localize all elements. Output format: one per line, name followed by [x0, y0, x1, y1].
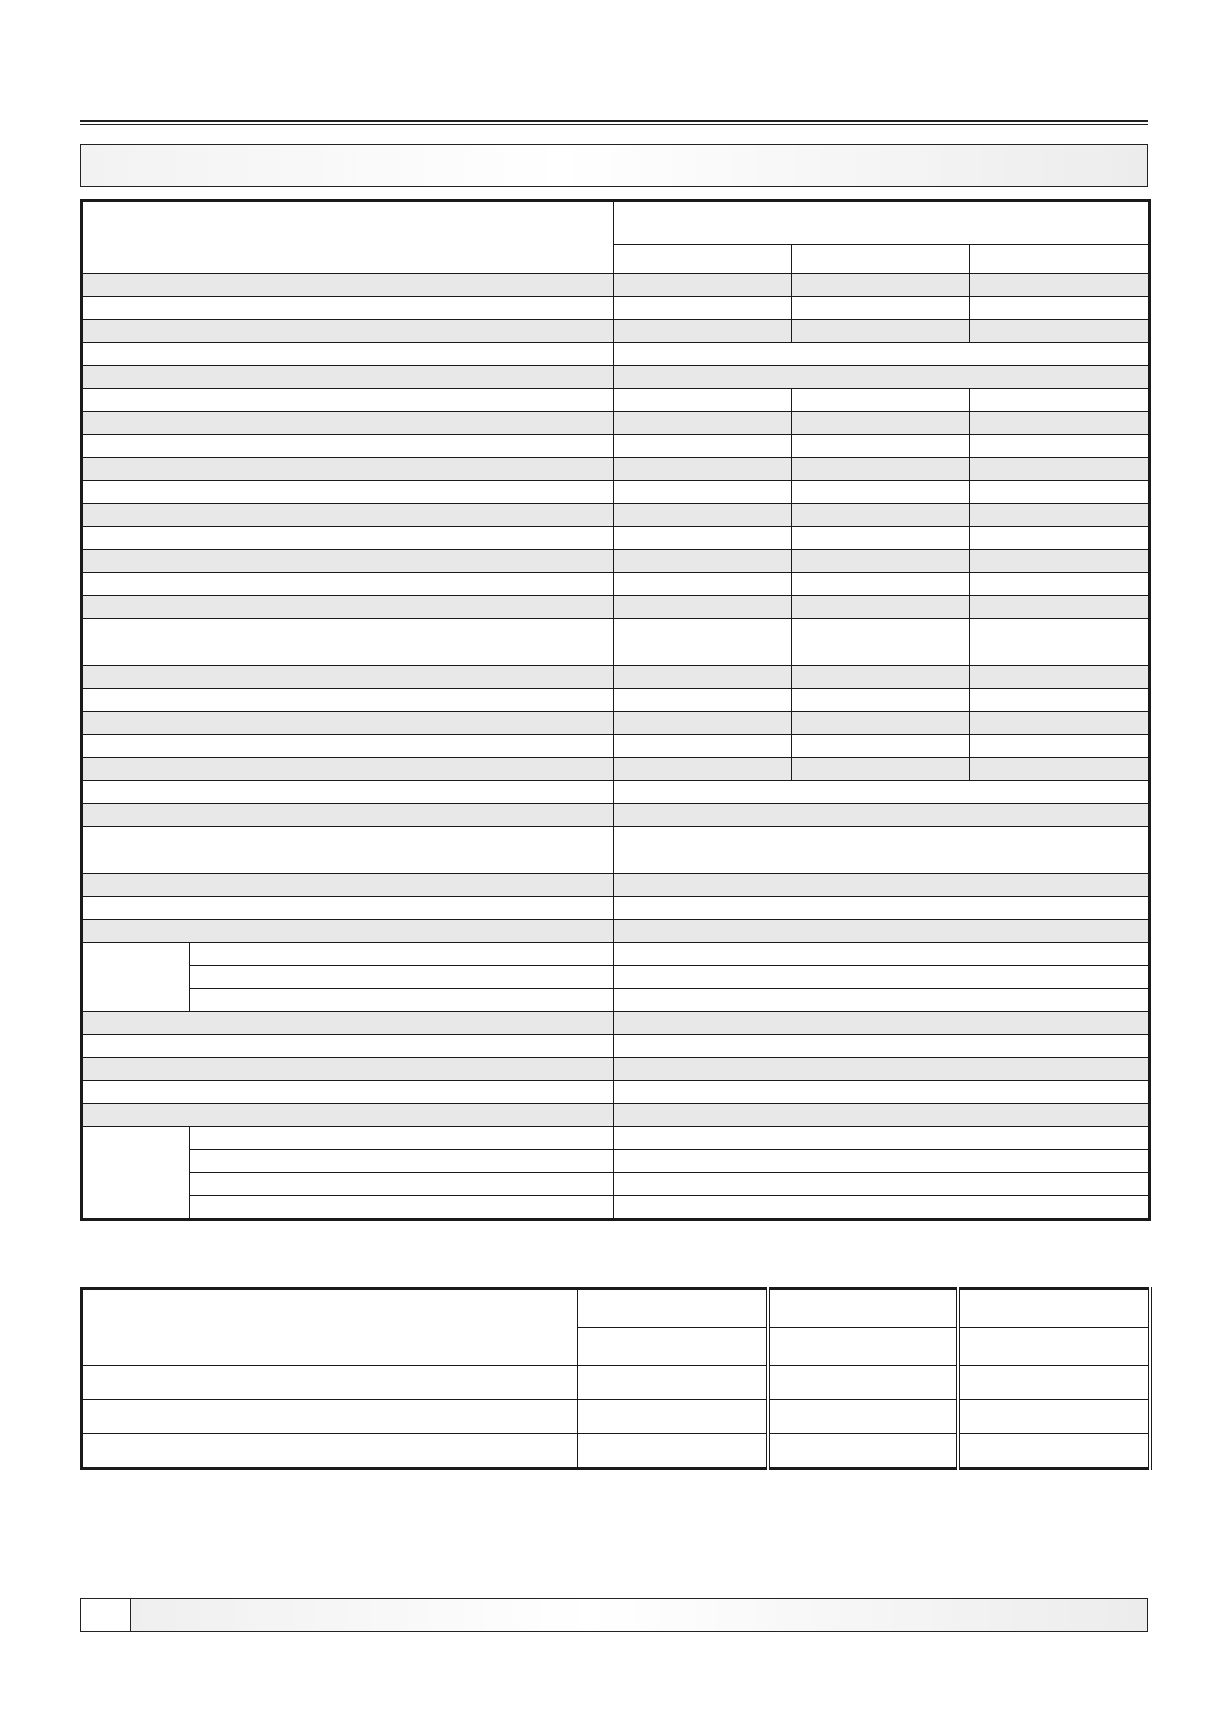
row-value [614, 619, 792, 666]
row-value [792, 596, 970, 619]
row-value [970, 297, 1150, 320]
row-value [578, 1366, 768, 1400]
row-label [82, 1434, 578, 1469]
model-col-1 [578, 1289, 768, 1328]
table-row [82, 1012, 1150, 1035]
row-value [614, 1035, 1150, 1058]
row-value [768, 1434, 958, 1469]
row-value [792, 619, 970, 666]
row-value [614, 1012, 1150, 1035]
row-value [614, 458, 792, 481]
row-label [82, 481, 614, 504]
table-row [82, 1366, 1150, 1400]
row-value [614, 1150, 1150, 1173]
table-row [82, 435, 1150, 458]
row-value [792, 274, 970, 297]
row-value [614, 1058, 1150, 1081]
row-label [82, 804, 614, 827]
table-row [82, 274, 1150, 297]
row-label [190, 966, 614, 989]
row-value [792, 458, 970, 481]
spec-model-header [614, 201, 1150, 245]
model-subheader [958, 1328, 1150, 1366]
row-value [768, 1400, 958, 1434]
row-value [792, 435, 970, 458]
row-value [970, 320, 1150, 343]
table-row [82, 1400, 1150, 1434]
table-row [82, 619, 1150, 666]
table-row [82, 343, 1150, 366]
page-title-bar [80, 144, 1148, 187]
table-row [82, 1058, 1150, 1081]
table-row [82, 1289, 1150, 1328]
row-value [958, 1400, 1150, 1434]
row-label [190, 1127, 614, 1150]
row-label [82, 1035, 614, 1058]
group-label [82, 943, 190, 1012]
table-row [82, 596, 1150, 619]
table-row [82, 1150, 1150, 1173]
row-label [82, 366, 614, 389]
row-value [970, 527, 1150, 550]
model-comparison-table [80, 1287, 1152, 1470]
row-value [614, 389, 792, 412]
row-value [614, 735, 792, 758]
table-row [82, 804, 1150, 827]
row-label [82, 781, 614, 804]
table-row [82, 504, 1150, 527]
row-label [82, 527, 614, 550]
row-label [82, 389, 614, 412]
row-value [792, 573, 970, 596]
row-value [792, 689, 970, 712]
row-value [970, 389, 1150, 412]
row-value [578, 1400, 768, 1434]
row-value [792, 735, 970, 758]
table-row [82, 1434, 1150, 1469]
model-col-2 [768, 1289, 958, 1328]
row-value [970, 274, 1150, 297]
row-value [792, 550, 970, 573]
row-value [614, 1104, 1150, 1127]
row-value [614, 320, 792, 343]
row-value [614, 412, 792, 435]
row-value [792, 712, 970, 735]
model-table-header-label [82, 1289, 578, 1366]
row-value [614, 874, 1150, 897]
row-value [970, 435, 1150, 458]
row-label [82, 320, 614, 343]
table-row [82, 1104, 1150, 1127]
table-row [82, 827, 1150, 874]
row-label [82, 458, 614, 481]
row-label [82, 1081, 614, 1104]
row-label [82, 297, 614, 320]
row-label [82, 1104, 614, 1127]
row-value [792, 758, 970, 781]
table-row [82, 297, 1150, 320]
row-label [190, 943, 614, 966]
row-value [792, 527, 970, 550]
table-row [82, 1035, 1150, 1058]
row-label [82, 573, 614, 596]
row-label [190, 1150, 614, 1173]
row-value [614, 596, 792, 619]
table-row [82, 689, 1150, 712]
row-label [82, 666, 614, 689]
row-value [970, 712, 1150, 735]
table-row [82, 735, 1150, 758]
row-value [970, 619, 1150, 666]
row-label [82, 1012, 614, 1035]
row-value [614, 758, 792, 781]
spec-header-label [82, 201, 614, 274]
row-label [82, 343, 614, 366]
table-row [82, 320, 1150, 343]
table-row [82, 412, 1150, 435]
row-value [614, 1196, 1150, 1220]
table-row [82, 943, 1150, 966]
table-row [82, 874, 1150, 897]
row-value [970, 412, 1150, 435]
table-row [82, 1081, 1150, 1104]
row-value [768, 1366, 958, 1400]
row-value [614, 827, 1150, 874]
row-value [792, 504, 970, 527]
row-label [82, 874, 614, 897]
row-label [82, 596, 614, 619]
row-value [958, 1366, 1150, 1400]
table-row [82, 1196, 1150, 1220]
row-value [578, 1434, 768, 1469]
table-row [82, 1173, 1150, 1196]
model-subheader [578, 1328, 768, 1366]
row-label [82, 827, 614, 874]
top-rule [80, 120, 1148, 125]
row-label [82, 920, 614, 943]
row-label [82, 274, 614, 297]
row-value [614, 274, 792, 297]
row-value [614, 481, 792, 504]
row-label [82, 1366, 578, 1400]
row-value [792, 666, 970, 689]
row-value [970, 758, 1150, 781]
row-value [792, 481, 970, 504]
page-number [81, 1599, 131, 1631]
row-value [614, 989, 1150, 1012]
table-row [82, 758, 1150, 781]
group-label [82, 1127, 190, 1220]
row-value [614, 573, 792, 596]
row-value [614, 297, 792, 320]
row-label [190, 989, 614, 1012]
row-value [970, 596, 1150, 619]
model-subheader [768, 1328, 958, 1366]
row-value [792, 320, 970, 343]
row-value [970, 550, 1150, 573]
row-value [970, 735, 1150, 758]
row-value [614, 1173, 1150, 1196]
row-label [82, 435, 614, 458]
row-value [614, 504, 792, 527]
table-row [82, 527, 1150, 550]
row-value [614, 366, 1150, 389]
row-label [82, 504, 614, 527]
footer-band [131, 1599, 1147, 1631]
page-footer [80, 1598, 1148, 1632]
row-value [792, 389, 970, 412]
row-label [190, 1196, 614, 1220]
table-row [82, 366, 1150, 389]
spec-model-col-3 [970, 245, 1150, 274]
model-col-3 [958, 1289, 1150, 1328]
row-value [614, 666, 792, 689]
table-row [82, 550, 1150, 573]
row-value [614, 1081, 1150, 1104]
table-row [82, 897, 1150, 920]
row-label [82, 1400, 578, 1434]
row-label [82, 897, 614, 920]
spec-model-col-2 [792, 245, 970, 274]
row-value [614, 1127, 1150, 1150]
row-value [614, 689, 792, 712]
table-row [82, 781, 1150, 804]
row-value [970, 689, 1150, 712]
row-label [82, 412, 614, 435]
table-row [82, 666, 1150, 689]
table-row [82, 389, 1150, 412]
row-label [82, 712, 614, 735]
spec-model-col-1 [614, 245, 792, 274]
row-value [970, 481, 1150, 504]
row-value [970, 504, 1150, 527]
row-label [82, 689, 614, 712]
row-label [82, 550, 614, 573]
row-value [614, 804, 1150, 827]
row-value [614, 550, 792, 573]
table-row [82, 920, 1150, 943]
row-label [82, 619, 614, 666]
row-value [792, 412, 970, 435]
table-row [82, 481, 1150, 504]
table-row [82, 573, 1150, 596]
row-value [614, 343, 1150, 366]
row-value [792, 297, 970, 320]
row-value [614, 943, 1150, 966]
row-value [614, 712, 792, 735]
row-value [958, 1434, 1150, 1469]
row-value [970, 666, 1150, 689]
row-value [970, 458, 1150, 481]
row-label [82, 735, 614, 758]
row-value [614, 897, 1150, 920]
row-value [614, 527, 792, 550]
table-row [82, 458, 1150, 481]
table-row [82, 712, 1150, 735]
row-value [614, 966, 1150, 989]
table-row [82, 1127, 1150, 1150]
specification-table [80, 199, 1151, 1221]
row-label [82, 758, 614, 781]
table-row [82, 989, 1150, 1012]
row-label [82, 1058, 614, 1081]
table-row [82, 966, 1150, 989]
row-value [614, 781, 1150, 804]
row-label [190, 1173, 614, 1196]
row-value [614, 920, 1150, 943]
row-value [970, 573, 1150, 596]
row-value [614, 435, 792, 458]
